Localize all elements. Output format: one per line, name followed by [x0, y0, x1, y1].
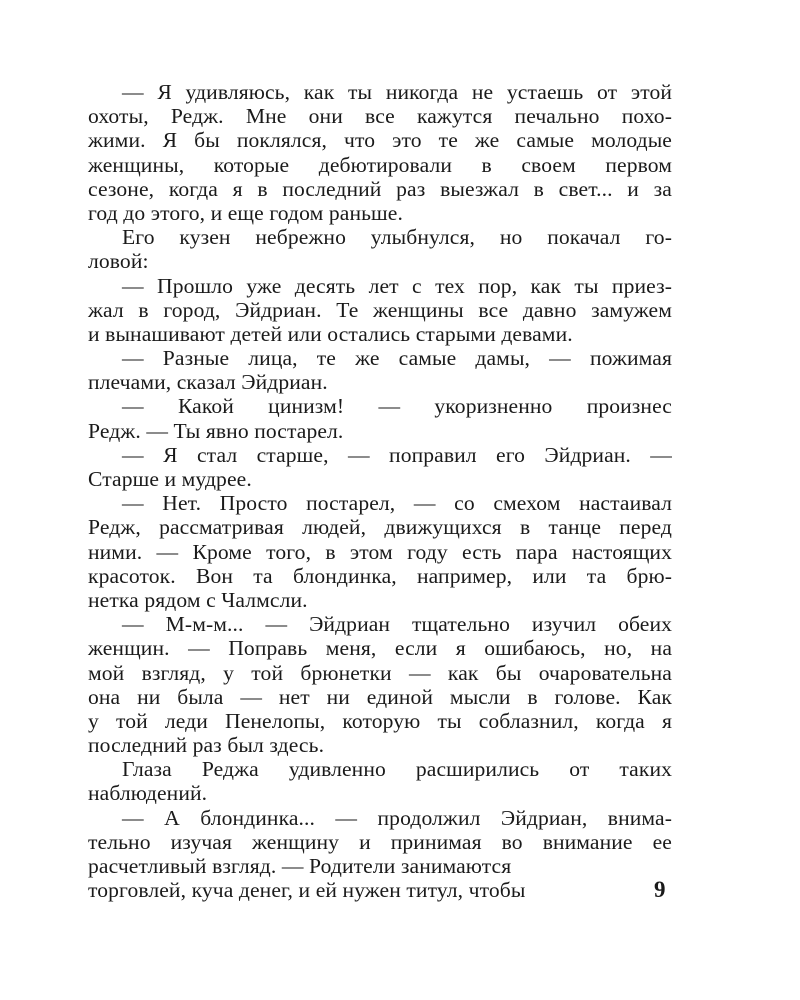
text-line: — М-м-м... — Эйдриан тщательно изучил обеих	[122, 612, 672, 637]
text-line: — Нет. Просто постарел, — со смехом настаивал	[122, 491, 672, 516]
text-line: Глаза Реджа удивленно расширились от таких	[122, 757, 672, 782]
text-line: — Разные лица, те же самые дамы, — пожимая	[122, 346, 672, 371]
text-line: жими. Я бы поклялся, что это те же самые молодые	[88, 128, 672, 153]
text-line: Старше и мудрее.	[88, 467, 252, 491]
text-line: женщины, которые дебютировали в своем первом	[88, 152, 672, 177]
text-line: — Прошло уже десять лет с тех пор, как ты приез-	[122, 273, 672, 298]
text-line: торговлей, куча денег, и ей нужен титул, чтобы	[88, 878, 526, 903]
text-line: женщин. — Поправь меня, если я ошибаюсь, но, на	[88, 636, 672, 661]
text-line: мой взгляд, у той брюнетки — как бы очаровательна	[88, 660, 672, 685]
text-line: жал в город, Эйдриан. Те женщины все давно замужем	[88, 297, 672, 322]
page-body-text	[88, 80, 672, 902]
text-line: красоток. Вон та блондинка, например, или та брю-	[88, 563, 672, 588]
text-line: Редж, рассматривая людей, движущихся в танце перед	[88, 515, 672, 540]
text-line: плечами, сказал Эйдриан.	[88, 370, 328, 395]
text-line: ними. — Кроме того, в этом году есть пара настоящих	[88, 539, 672, 564]
text-line: — Я удивляюсь, как ты никогда не устаешь от этой	[122, 80, 672, 104]
text-line: — А блондинка... — продолжил Эйдриан, внима-	[122, 805, 672, 830]
text-line: тельно изучая женщину и принимая во внимание ее	[88, 829, 672, 854]
text-line: наблюдений.	[88, 781, 208, 806]
text-line: нетка рядом с Чалмсли.	[88, 587, 308, 612]
text-line: год до этого, и еще годом раньше.	[88, 200, 403, 225]
text-line: Редж. — Ты явно постарел.	[88, 418, 344, 443]
text-line: последний раз был здесь.	[88, 733, 325, 758]
text-line: Его кузен небрежно улыбнулся, но покачал го-	[122, 225, 672, 250]
text-line: сезоне, когда я в последний раз выезжал в свет... и за	[88, 176, 672, 201]
text-line: ловой:	[88, 249, 149, 274]
text-line: — Какой цинизм! — укоризненно произнес	[122, 394, 672, 419]
text-line: расчетливый взгляд. — Родители занимаются	[88, 854, 512, 878]
page-number: 9	[654, 877, 666, 902]
text-line: — Я стал старше, — поправил его Эйдриан. —	[122, 442, 672, 467]
text-line: она ни была — нет ни единой мысли в голове. Как	[88, 684, 672, 709]
text-line: охоты, Редж. Мне они все кажутся печально похо-	[88, 104, 672, 129]
text-line: у той леди Пенелопы, которую ты соблазнил, когда я	[88, 708, 672, 733]
text-line: и вынашивают детей или остались старыми девами.	[88, 321, 573, 346]
